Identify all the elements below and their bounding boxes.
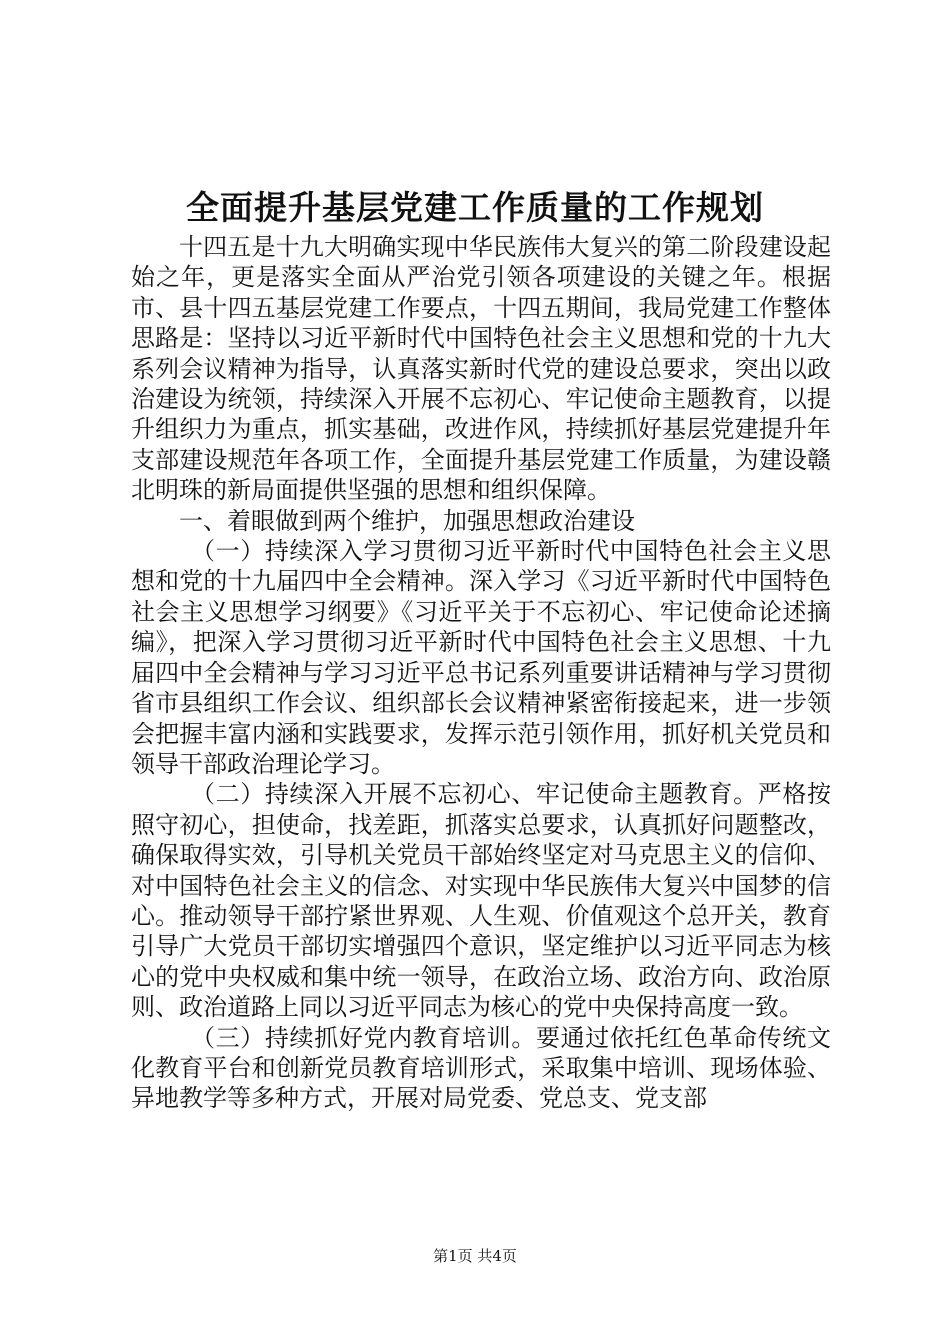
document-body (131, 232, 831, 1114)
subsection-paragraph-2: （二）持续深入开展不忘初心、牢记使命主题教育。严格按照守初心，担使命，找差距，抓落实总要求，认真抓好问题整改，确保取得实效，引导机关党员干部始终坚定对马克思主义的信仰、对中国特色社会主义的信念、对实现中华民族伟大复兴中国梦的信心。推动领导干部拧紧世界观、人生观、价值观这个总开关，教育引导广大党员干部切实增强四个意识，坚定维护以习近平同志为核心的党中央权威和集中统一领导，在政治立场、政治方向、政治原则、政治道路上同以习近平同志为核心的党中央保持高度一致。 (131, 780, 831, 1022)
subsection-paragraph-3: （三）持续抓好党内教育培训。要通过依托红色革命传统文化教育平台和创新党员教育培训形式，采取集中培训、现场体验、异地教学等多种方式，开展对局党委、党总支、党支部 (131, 1023, 831, 1113)
section-heading: 一、着眼做到两个维护，加强思想政治建设 (179, 506, 635, 535)
subsection-paragraph-1: （一）持续深入学习贯彻习近平新时代中国特色社会主义思想和党的十九届四中全会精神。深入学习《习近平新时代中国特色社会主义思想学习纲要》《习近平关于不忘初心、牢记使命论述摘编》，把深入学习贯彻习近平新时代中国特色社会主义思想、十九届四中全会精神与学习习近平总书记系列重要讲话精神与学习贯彻省市县组织工作会议、组织部长会议精神紧密衔接起来，进一步领会把握丰富内涵和实践要求，发挥示范引领作用，抓好机关党员和领导干部政治理论学习。 (131, 537, 831, 778)
page-footer: 第1页 共4页 (433, 1247, 517, 1265)
intro-paragraph: 十四五是十九大明确实现中华民族伟大复兴的第二阶段建设起始之年，更是落实全面从严治党引领各项建设的关键之年。根据市、县十四五基层党建工作要点，十四五期间，我局党建工作整体思路是：坚持以习近平新时代中国特色社会主义思想和党的十九大系列会议精神为指导，认真落实新时代党的建设总要求，突出以政治建设为统领，持续深入开展不忘初心、牢记使命主题教育，以提升组织力为重点，抓实基础，改进作风，持续抓好基层党建提升年支部建设规范年各项工作，全面提升基层党建工作质量，为建设赣北明珠的新局面提供坚强的思想和组织保障。 (131, 233, 831, 505)
page-title: 全面提升基层党建工作质量的工作规划 (186, 188, 764, 227)
